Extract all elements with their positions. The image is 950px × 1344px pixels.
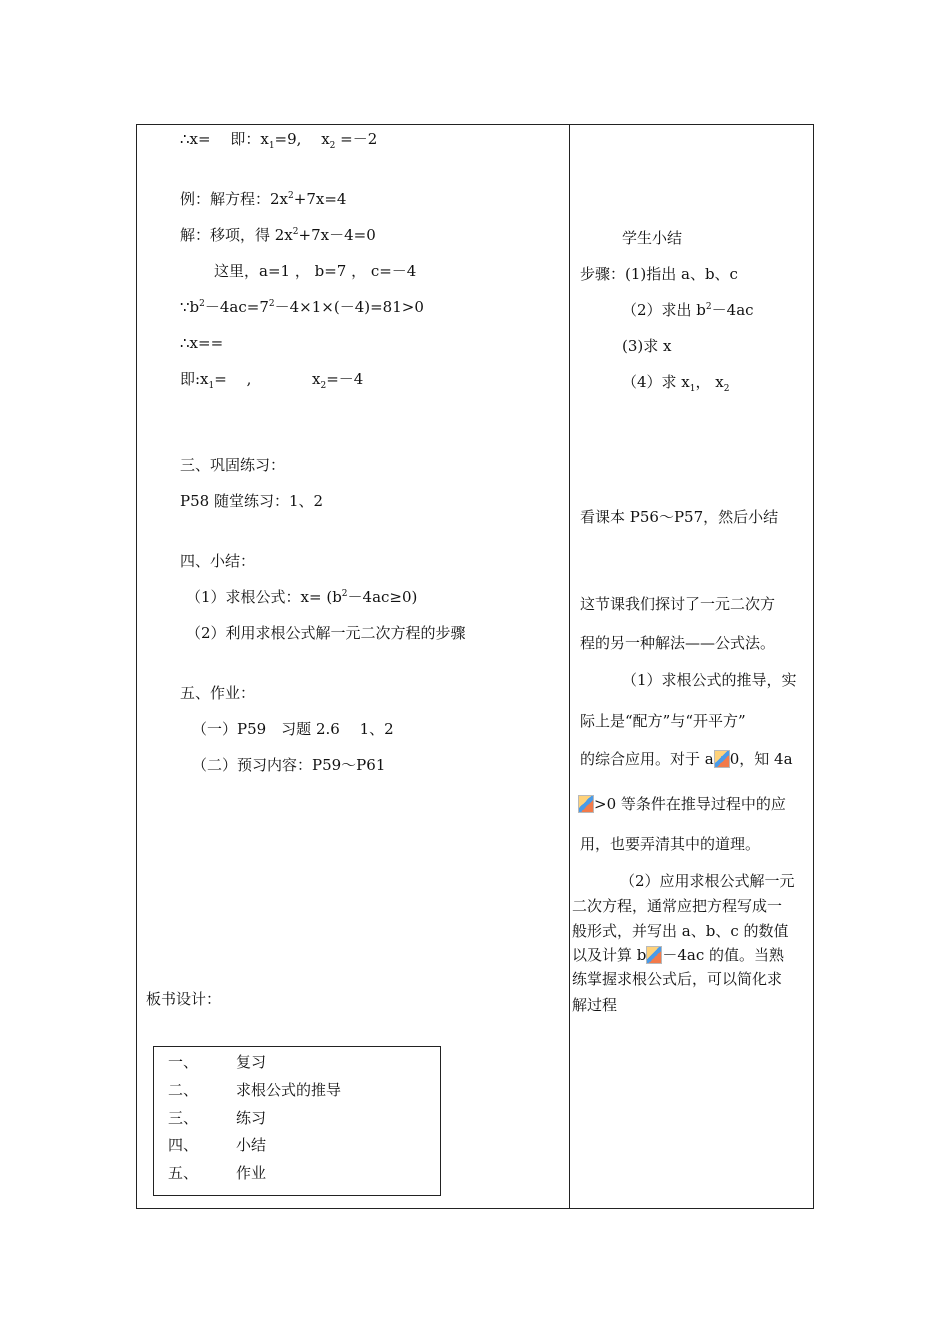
homework-item-1: （一）P59 习题 2.6 1、2 (192, 720, 394, 738)
conclusion-line: （2）应用求根公式解一元 (620, 872, 795, 890)
step-2: （2）求出 $b^2-4ac$ (622, 301, 754, 319)
section-4-heading: 四、小结： (180, 552, 256, 570)
example-solution: 解：移项，得 $2x^2+7x-4=0$ (180, 226, 376, 244)
broken-image-icon (578, 795, 594, 813)
practice-line: P58 随堂练习：1、2 (180, 492, 324, 510)
broken-image-icon (646, 946, 662, 964)
roots-line-1: 即$:x_1=$ , (180, 370, 252, 391)
conclusion-line: 以及计算 b －4ac 的值。当熟 (572, 946, 785, 964)
example-problem: 例：解方程：$2x^2+7x=4$ (180, 190, 347, 208)
column-divider (569, 124, 570, 1209)
summary-item-2: （2）利用求根公式解一元二次方程的步骤 (186, 624, 466, 642)
solution-line-1: ∴x= 即：$x_1=9$, $x_2 =-2$ (180, 130, 378, 151)
broken-image-icon (714, 750, 730, 768)
step-4: （4）求 $x_1$， $x_2$ (622, 373, 730, 394)
read-textbook: 看课本 P56～P57，然后小结 (580, 508, 779, 526)
coefficients-line: 这里，a=1 ， b=7 ， c=－4 (214, 262, 417, 280)
conclusion-line: 般形式，并写出 a、b、c 的数值 (572, 922, 789, 940)
conclusion-line: >0 等条件在推导过程中的应 (578, 795, 786, 813)
conclusion-line: 际上是“配方”与“开平方” (580, 712, 746, 730)
section-3-heading: 三、巩固练习： (180, 456, 286, 474)
section-5-heading: 五、作业： (180, 684, 256, 702)
roots-line-2: $x_2=-4$ (312, 370, 364, 391)
formula-line: ∴x== (180, 334, 224, 352)
conclusion-line: 这节课我们探讨了一元二次方 (580, 595, 776, 613)
step-1: 步骤：(1)指出 a、b、c (580, 265, 738, 283)
step-3: (3)求 x (622, 337, 672, 355)
conclusion-line: 二次方程，通常应把方程写成一 (572, 897, 783, 915)
board-item: 二、 求根公式的推导 (168, 1081, 342, 1099)
discriminant-line: $\because b^2-4ac=7^2-4\times 1\times(-4)=81>0$ (180, 298, 424, 316)
conclusion-line: 的综合应用。对于 a 0，知 4a (580, 750, 793, 768)
conclusion-line: 程的另一种解法——公式法。 (580, 634, 776, 652)
conclusion-line: 解过程 (572, 996, 618, 1014)
board-item: 一、 复习 (168, 1053, 267, 1071)
conclusion-line: 练掌握求根公式后，可以简化求 (572, 970, 783, 988)
board-item: 三、 练习 (168, 1109, 267, 1127)
board-item: 四、 小结 (168, 1136, 267, 1154)
board-item: 五、 作业 (168, 1164, 267, 1182)
summary-item-1: （1）求根公式：$x= (b^2-4ac\ge 0)$ (186, 588, 418, 606)
student-summary-title: 学生小结 (622, 229, 683, 247)
conclusion-line: （1）求根公式的推导，实 (622, 671, 797, 689)
board-design-title: 板书设计： (146, 990, 222, 1008)
homework-item-2: （二）预习内容：P59～P61 (192, 756, 386, 774)
conclusion-line: 用，也要弄清其中的道理。 (580, 835, 761, 853)
